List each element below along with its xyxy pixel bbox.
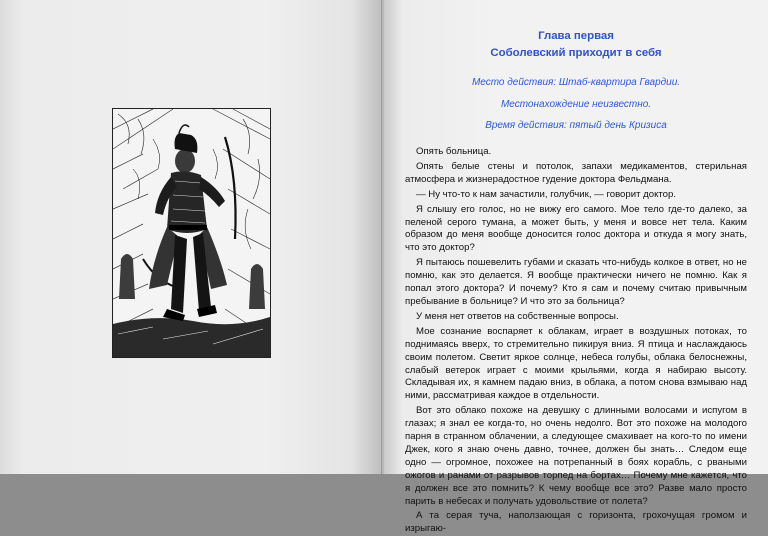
paragraph: Я пытаюсь пошевелить губами и сказать что-нибудь колкое в ответ, но не помню, как это делается. Я вообще практически ничего не помню. Как я попал этого доктора? И почему? Кто я сам и почему считаю привычным пребывание в больнице? И что это за больница? (405, 257, 747, 307)
right-page (384, 0, 768, 535)
chapter-text-block (405, 28, 747, 536)
paragraph: Опять белые стены и потолок, запахи медикаментов, стерильная атмосфера и жизнерадостное гудение доктора Фельдмана. (405, 160, 747, 185)
paragraph: Вот это облако похоже на девушку с длинными волосами и испугом в глазах; я знал ее когда-то, но очень недолго. Вот это похоже на молодого парня в странном облачении, а следующее смахивает на кого-то по имени Джек, кого я знаю очень давно, точнее, должен бы знать… Следом еще одно — огромное, похожее на потрепанный в боях корабль, с рваными ожогов и ранами от разрывов торпед на бортах… Почему мне кажется, что я должен все это помнить? К чему вообще все это? Разве мало просто парить в небесах и получать удовольствие от полета? (405, 405, 747, 507)
chapter-body (405, 146, 747, 536)
meta-time: Время действия: пятый день Кризиса (485, 120, 667, 131)
warrior-illustration (112, 108, 271, 358)
paragraph: Опять больница. (416, 146, 492, 157)
illustration-drawing (113, 109, 270, 357)
paragraph: А та серая туча, наползающая с горизонта, грохочущая громом и изрыгаю- (405, 510, 747, 535)
chapter-title: Глава первая (538, 30, 614, 42)
paragraph: Мое сознание воспаряет к облакам, играет в воздушных потоках, то поднимаясь вверх, то стремительно пикируя вниз. Я птица и наслаждаюсь своим полетом. Светит яркое солнце, небеса голубы, облака белоснежны, слабый ветерок играет с моими крыльями, когда я набираю высоту. Складывая их, я камнем падаю вниз, в облака, а потом снова взмываю над ними, рассматривая каждое в отдельности. (405, 325, 747, 402)
meta-location: Место действия: Штаб-квартира Гвардии. (471, 77, 681, 88)
paragraph: У меня нет ответов на собственные вопросы. (416, 310, 619, 322)
paragraph: — Ну что-то к нам зачастили, голубчик, — говорит доктор. (416, 188, 677, 200)
paragraph: Я слышу его голос, но не вижу его самого. Мое тело где-то далеко, за пеленой серого тумана, а может быть, у меня и вовсе нет тела. Каким образом до меня вообще доносится голос доктора и откуда я могу знать, что это доктор? (405, 203, 747, 254)
chapter-subtitle: Соболевский приходит в себя (490, 47, 662, 59)
left-page (0, 0, 382, 474)
meta-whereabouts: Местонахождение неизвестно. (500, 98, 652, 110)
